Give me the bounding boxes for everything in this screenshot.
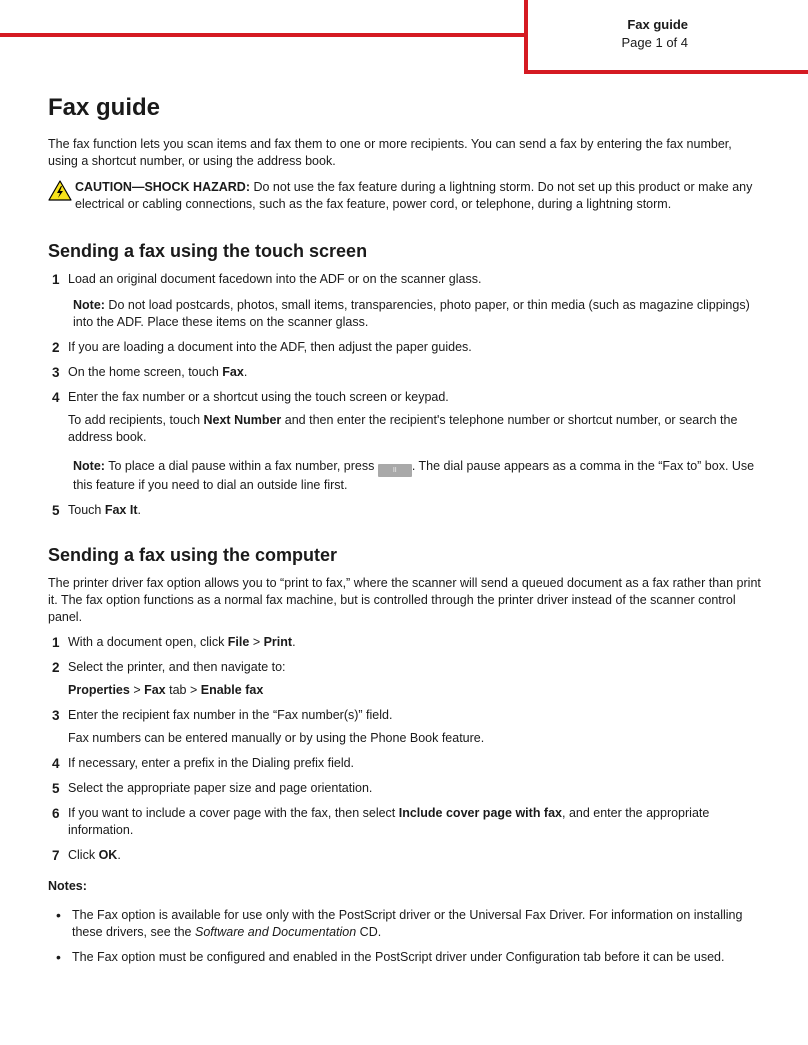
step-bold: Next Number: [203, 413, 282, 427]
notes-heading: Notes:: [48, 879, 87, 893]
step-text: If you are loading a document into the ADF, then adjust the paper guides.: [68, 340, 472, 354]
note-label: Note:: [73, 298, 105, 312]
step-detail: To add recipients, touch Next Number and then enter the recipient's telephone number or shortcut number, or search the address book.: [68, 413, 738, 444]
page-number: Page 1 of 4: [621, 35, 688, 50]
step-number: 5: [52, 503, 60, 518]
shock-hazard-icon: [48, 180, 72, 201]
list-item: [48, 271, 764, 288]
step-number: 1: [52, 272, 60, 287]
dial-pause-key-icon: II: [378, 464, 412, 477]
step-bold: Fax It: [104, 503, 138, 517]
list-item: 7 Click OK.: [48, 847, 764, 864]
list-item: • The Fax option is available for use only with the PostScript driver or the Universal Fax Driver. For information on installing these drivers, see the Software and Documentation CD.: [56, 907, 743, 939]
header-rule-vertical: [524, 0, 528, 74]
note: Note: To place a dial pause within a fax number, press II . The dial pause appears as a comma in the “Fax to” box. Use this feature if you need to dial an outside line first.: [73, 459, 755, 492]
step-bold: Fax: [222, 365, 244, 379]
step-text: If necessary, enter a prefix in the Dialing prefix field.: [68, 756, 355, 770]
step-number: 4: [52, 756, 60, 771]
list-item: 1 With a document open, click File > Print.: [48, 634, 764, 651]
bullet-icon: •: [56, 907, 61, 923]
section-heading-touch-screen: Sending a fax using the touch screen: [48, 241, 368, 261]
menu-path: Properties > Fax tab > Enable fax: [68, 683, 264, 697]
caution-text: Do not use the fax feature during a lightning storm. Do not set up this product or make any electrical or cabling connections, such as the fax feature, power cord, or telephone, during a lightning storm.: [75, 180, 753, 211]
intro-paragraph: The fax function lets you scan items and fax them to one or more recipients. You can send a fax by entering the fax number, using a shortcut number, or using the address book.: [48, 137, 732, 168]
list-item: [48, 659, 764, 676]
step-number: 3: [52, 708, 60, 723]
step-number: 4: [52, 390, 60, 405]
list-item: [48, 389, 764, 406]
step-text: Select the printer, and then navigate to:: [68, 660, 286, 674]
list-item: 3 On the home screen, touch Fax.: [48, 364, 764, 381]
step-number: 6: [52, 806, 60, 821]
header-rule-left: [0, 33, 528, 37]
caution-block: [48, 179, 764, 213]
list-item: • The Fax option must be configured and enabled in the PostScript driver under Configuration tab before it can be used.: [56, 949, 725, 965]
note-label: Note:: [73, 459, 105, 473]
step-number: 2: [52, 660, 60, 675]
step-text: Select the appropriate paper size and page orientation.: [68, 781, 373, 795]
list-item: 6 If you want to include a cover page with the fax, then select Include cover page with fax, and enter the appropriate information.: [48, 805, 764, 839]
list-item: [48, 780, 764, 797]
step-text: Load an original document facedown into the ADF or on the scanner glass.: [68, 272, 482, 286]
list-item: [48, 755, 764, 772]
running-header: [622, 16, 689, 52]
running-header-title: Fax guide: [627, 17, 688, 32]
section-intro: The printer driver fax option allows you to “print to fax,” where the scanner will send a queued document as a fax rather than print it. The fax option functions as a normal fax machine, but is controlled through the printer driver instead of the scanner control panel.: [48, 576, 761, 624]
step-number: 2: [52, 340, 60, 355]
step-number: 7: [52, 848, 60, 863]
caution-label: CAUTION—SHOCK HAZARD:: [75, 180, 250, 194]
list-item: [48, 339, 764, 356]
note: [73, 297, 764, 331]
list-item: 5 Touch Fax It.: [48, 502, 764, 519]
header-rule-right: [524, 70, 808, 74]
step-text: On the home screen, touch: [68, 365, 223, 379]
step-number: 5: [52, 781, 60, 796]
step-number: 3: [52, 365, 60, 380]
note-text: Do not load postcards, photos, small items, transparencies, photo paper, or thin media (such as magazine clippings) into the ADF. Place these items on the scanner glass.: [73, 298, 750, 329]
step-number: 1: [52, 635, 60, 650]
page-title: Fax guide: [48, 94, 161, 121]
section-heading-computer: Sending a fax using the computer: [48, 545, 338, 565]
bullet-icon: •: [56, 949, 61, 965]
step-text: Enter the recipient fax number in the “Fax number(s)” field.: [68, 708, 393, 722]
step-detail: Fax numbers can be entered manually or by using the Phone Book feature.: [68, 731, 485, 745]
list-item: [48, 707, 764, 724]
step-text: Enter the fax number or a shortcut using the touch screen or keypad.: [68, 390, 449, 404]
document-body: [48, 92, 764, 966]
